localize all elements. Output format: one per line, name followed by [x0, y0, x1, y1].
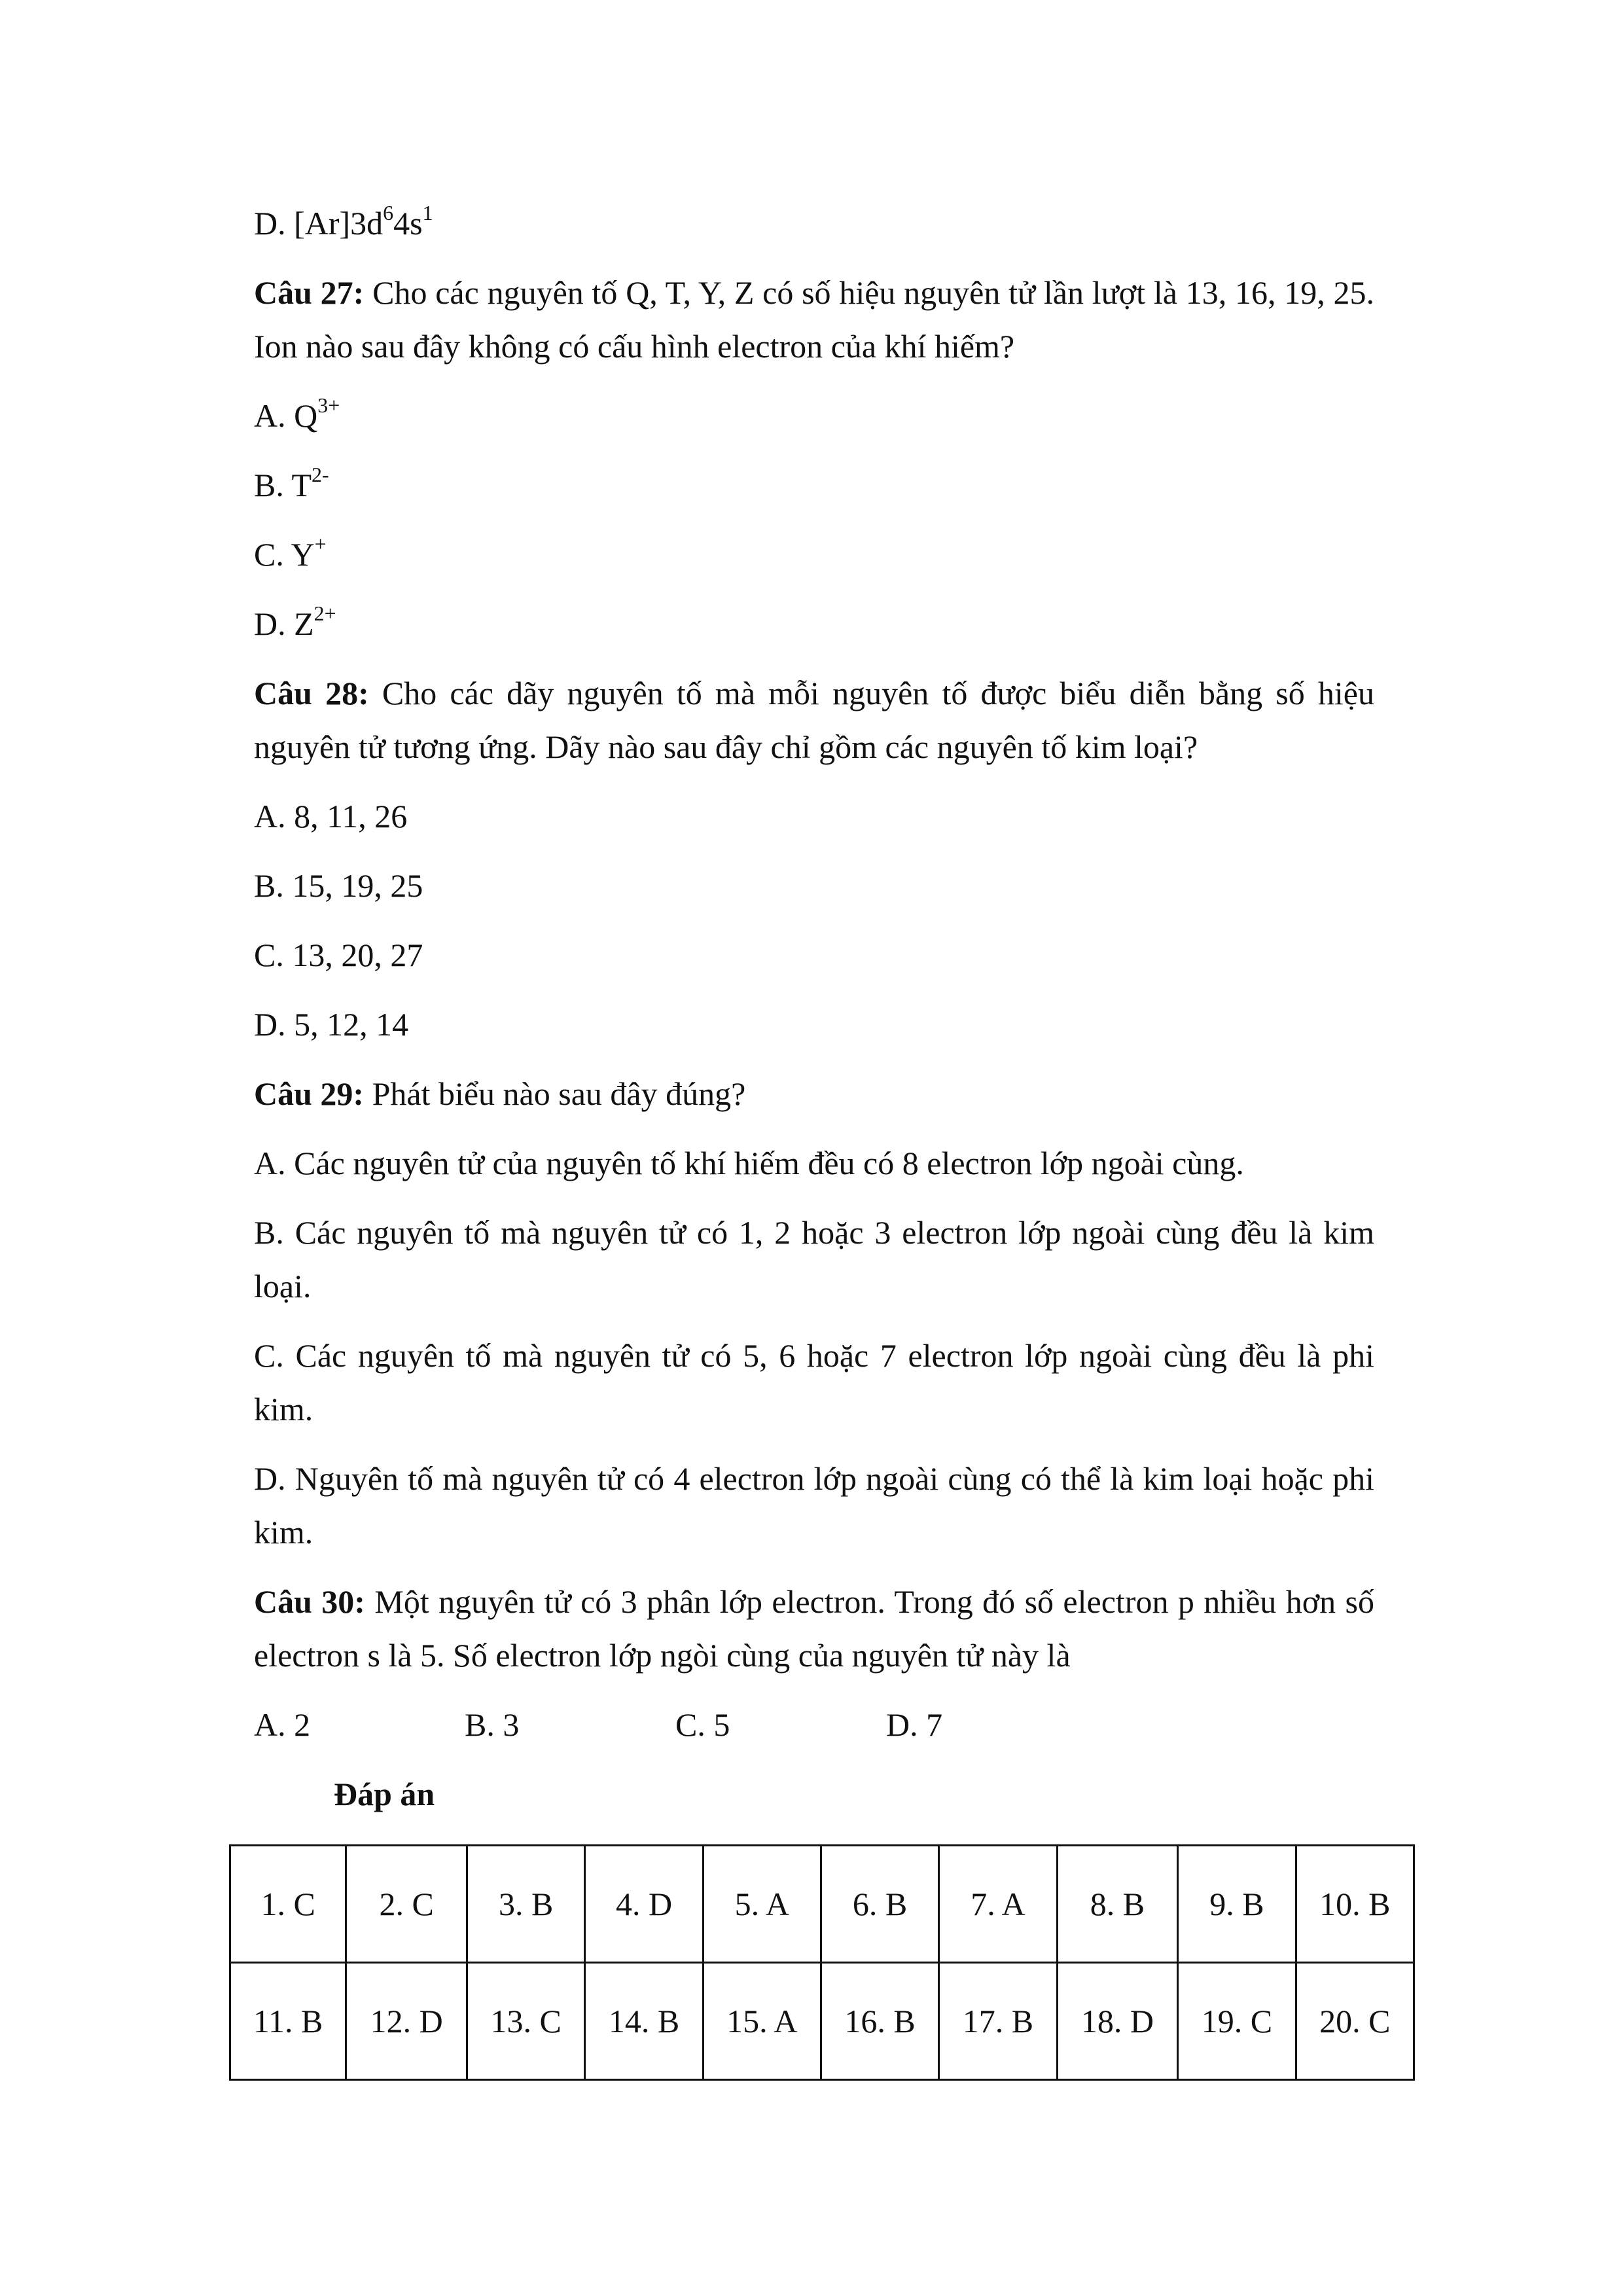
question-27-label: Câu 27: — [254, 274, 365, 311]
q27-option-b: B. $T^{2-}$ — [254, 463, 329, 503]
answer-cell: 3. B — [467, 1846, 585, 1963]
answer-cell: 16. B — [821, 1963, 938, 2080]
document-page — [254, 196, 1374, 1840]
answer-key-title: Đáp án — [334, 1776, 435, 1812]
answer-key-table — [229, 1844, 1415, 2081]
q30-option-a: A. 2 — [254, 1706, 311, 1743]
answer-cell: 6. B — [821, 1846, 938, 1963]
answer-cell: 14. B — [585, 1963, 703, 2080]
q26-option-d: D. $[Ar]3d^64s^1$ — [254, 201, 433, 242]
q29-option-d: D. Nguyên tố mà nguyên tử có 4 electron lớp ngoài cùng có thể là kim loại hoặc phi kim. — [254, 1460, 1374, 1551]
question-28 — [254, 666, 1374, 774]
answer-cell: 5. A — [703, 1846, 821, 1963]
answer-cell: 8. B — [1057, 1846, 1178, 1963]
answer-row — [230, 1846, 1414, 1963]
q29-option-b: B. Các nguyên tố mà nguyên tử có 1, 2 hoặc 3 electron lớp ngoài cùng đều là kim loại. — [254, 1214, 1374, 1304]
answer-cell: 15. A — [703, 1963, 821, 2080]
question-28-text: Cho các dãy nguyên tố mà mỗi nguyên tố được biểu diễn bằng số hiệu nguyên tử tương ứng. Dãy nào sau đây chỉ gồm các nguyên tố kim loại? — [254, 675, 1374, 765]
answer-cell: 20. C — [1296, 1963, 1414, 2080]
q28-option-b: B. 15, 19, 25 — [254, 867, 423, 904]
question-27 — [254, 266, 1374, 373]
question-30-label: Câu 30: — [254, 1583, 365, 1620]
answer-cell: 18. D — [1057, 1963, 1178, 2080]
question-27-text: Cho các nguyên tố Q, T, Y, Z có số hiệu nguyên tử lần lượt là 13, 16, 19, 25. Ion nào sau đây không có cấu hình electron của khí hiếm? — [254, 274, 1374, 365]
answer-cell: 19. C — [1178, 1963, 1296, 2080]
answer-cell: 7. A — [939, 1846, 1057, 1963]
answer-cell: 4. D — [585, 1846, 703, 1963]
q28-option-d: D. 5, 12, 14 — [254, 1006, 409, 1043]
q30-option-d: D. 7 — [886, 1706, 943, 1743]
q28-option-c: C. 13, 20, 27 — [254, 937, 423, 973]
question-30-text: Một nguyên tử có 3 phân lớp electron. Trong đó số electron p nhiều hơn số electron s là 5. Số electron lớp ngòi cùng của nguyên tử này là — [254, 1583, 1374, 1674]
q27-option-c: C. Y+ — [254, 532, 327, 573]
answer-cell: 1. C — [230, 1846, 346, 1963]
answer-cell: 10. B — [1296, 1846, 1414, 1963]
question-29 — [254, 1067, 1374, 1121]
question-30 — [254, 1575, 1374, 1682]
answer-cell: 13. C — [467, 1963, 585, 2080]
q30-option-b: B. 3 — [465, 1706, 520, 1743]
question-29-text: Phát biểu nào sau đây đúng? — [364, 1075, 746, 1112]
q29-option-a: A. Các nguyên tử của nguyên tố khí hiếm đều có 8 electron lớp ngoài cùng. — [254, 1145, 1244, 1181]
answer-cell: 11. B — [230, 1963, 346, 2080]
q28-option-a: A. 8, 11, 26 — [254, 798, 408, 834]
q27-option-a: A. $Q^{3+}$ — [254, 393, 340, 434]
answer-cell: 12. D — [346, 1963, 467, 2080]
q29-option-c: C. Các nguyên tố mà nguyên tử có 5, 6 hoặc 7 electron lớp ngoài cùng đều là phi kim. — [254, 1337, 1374, 1427]
q27-option-d: D. $Z^{2+}$ — [254, 601, 336, 642]
question-28-label: Câu 28: — [254, 675, 369, 711]
answer-cell: 2. C — [346, 1846, 467, 1963]
answer-cell: 17. B — [939, 1963, 1057, 2080]
answer-cell: 9. B — [1178, 1846, 1296, 1963]
question-29-label: Câu 29: — [254, 1075, 365, 1112]
answer-row — [230, 1963, 1414, 2080]
q30-options — [254, 1698, 1374, 1751]
q30-option-c: C. 5 — [675, 1706, 730, 1743]
